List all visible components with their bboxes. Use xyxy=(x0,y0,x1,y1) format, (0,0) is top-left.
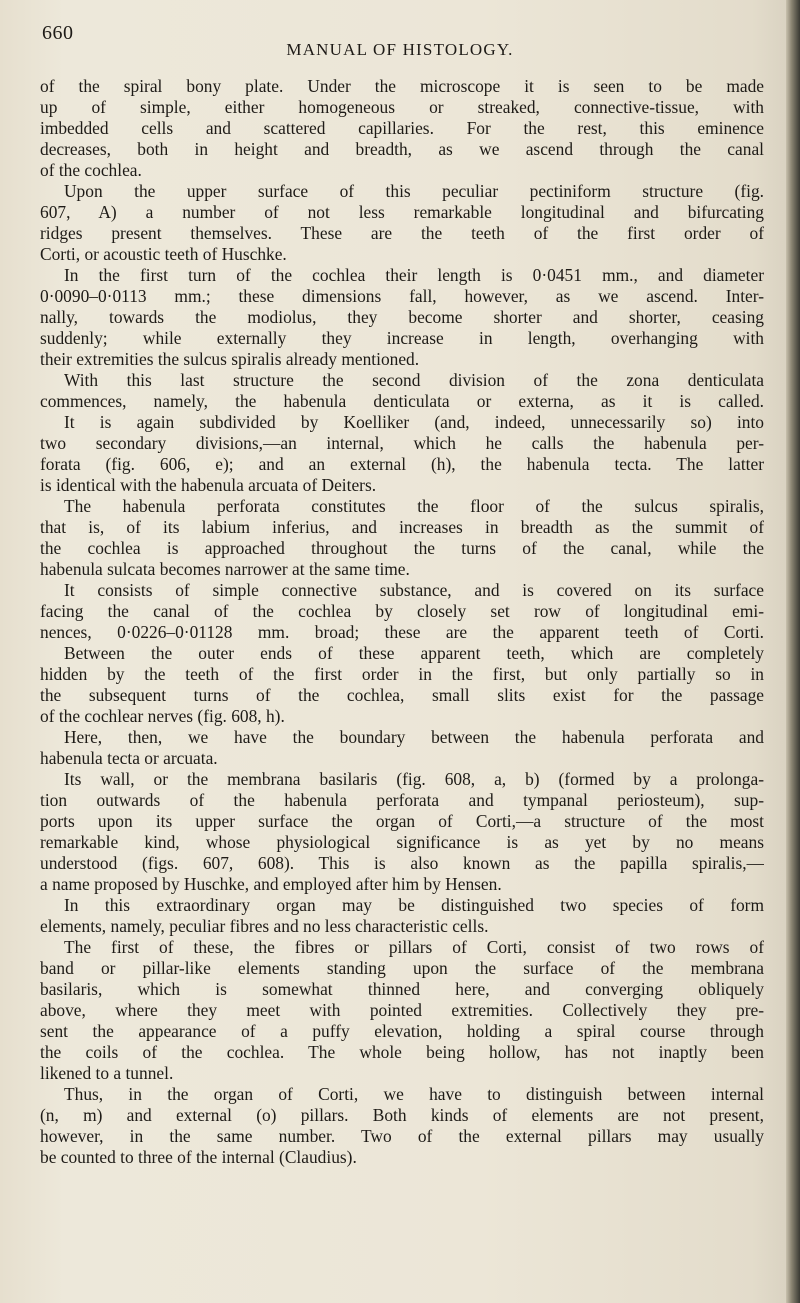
text-line: of the spiral bony plate. Under the microscope it is seen to be made xyxy=(40,76,764,96)
text-line: facing the canal of the cochlea by closely set row of longitudinal emi- xyxy=(40,601,764,621)
text-line: Thus, in the organ of Corti, we have to distinguish between internal xyxy=(64,1084,764,1104)
running-head: MANUAL OF HISTOLOGY. xyxy=(286,40,514,59)
text-line: however, in the same number. Two of the external pillars may usually xyxy=(40,1126,764,1146)
text-line: 0·0090–0·0113 mm.; these dimensions fall, however, as we ascend. Inter- xyxy=(40,286,764,306)
text-line: the coils of the cochlea. The whole being hollow, has not inaptly been xyxy=(40,1042,764,1062)
text-line: ports upon its upper surface the organ of Corti,—a structure of the most xyxy=(40,811,764,831)
text-line: a name proposed by Huschke, and employed after him by Hensen. xyxy=(40,874,502,894)
text-line: be counted to three of the internal (Claudius). xyxy=(40,1147,357,1167)
text-line: It is again subdivided by Koelliker (and, indeed, unnecessarily so) into xyxy=(64,412,764,432)
text-line: above, where they meet with pointed extremities. Collectively they pre- xyxy=(40,1000,764,1020)
text-line: hidden by the teeth of the first order in the first, but only partially so in xyxy=(40,664,764,684)
text-line: 607, A) a number of not less remarkable longitudinal and bifurcating xyxy=(40,202,764,222)
text-line: understood (figs. 607, 608). This is also known as the papilla spiralis,— xyxy=(40,853,764,873)
text-line: habenula tecta or arcuata. xyxy=(40,748,218,768)
body-text xyxy=(40,76,764,1168)
text-line: Upon the upper surface of this peculiar pectiniform structure (fig. xyxy=(64,181,764,201)
text-line: decreases, both in height and breadth, as we ascend through the canal xyxy=(40,139,764,159)
text-line: of the cochlear nerves (fig. 608, h). xyxy=(40,706,285,726)
text-line: nally, towards the modiolus, they become shorter and shorter, ceasing xyxy=(40,307,764,327)
text-line: Between the outer ends of these apparent teeth, which are completely xyxy=(64,643,764,663)
text-line: basilaris, which is somewhat thinned here, and converging obliquely xyxy=(40,979,764,999)
text-line: Corti, or acoustic teeth of Huschke. xyxy=(40,244,287,264)
text-line: The first of these, the fibres or pillars of Corti, consist of two rows of xyxy=(64,937,764,957)
text-line: Here, then, we have the boundary between the habenula perforata and xyxy=(64,727,764,747)
text-line: ridges present themselves. These are the teeth of the first order of xyxy=(40,223,764,243)
text-line: likened to a tunnel. xyxy=(40,1063,174,1083)
text-line: commences, namely, the habenula denticulata or externa, as it is called. xyxy=(40,391,764,411)
text-line: imbedded cells and scattered capillaries. For the rest, this eminence xyxy=(40,118,764,138)
text-line: up of simple, either homogeneous or streaked, connective-tissue, with xyxy=(40,97,764,117)
text-line: is identical with the habenula arcuata of Deiters. xyxy=(40,475,377,495)
text-line: the cochlea is approached throughout the turns of the canal, while the xyxy=(40,538,764,558)
text-line: Its wall, or the membrana basilaris (fig. 608, a, b) (formed by a prolonga- xyxy=(64,769,764,789)
text-line: of the cochlea. xyxy=(40,160,142,180)
text-line: the subsequent turns of the cochlea, small slits exist for the passage xyxy=(40,685,764,705)
text-line: remarkable kind, whose physiological significance is as yet by no means xyxy=(40,832,764,852)
text-line: nences, 0·0226–0·01128 mm. broad; these are the apparent teeth of Corti. xyxy=(40,622,764,642)
text-line: The habenula perforata constitutes the floor of the sulcus spiralis, xyxy=(64,496,764,516)
text-line: (n, m) and external (o) pillars. Both kinds of elements are not present, xyxy=(40,1105,764,1125)
text-line: their extremities the sulcus spiralis already mentioned. xyxy=(40,349,420,369)
text-line: forata (fig. 606, e); and an external (h), the habenula tecta. The latter xyxy=(40,454,764,474)
text-line: band or pillar-like elements standing upon the surface of the membrana xyxy=(40,958,764,978)
text-line: In this extraordinary organ may be distinguished two species of form xyxy=(64,895,764,915)
text-line: sent the appearance of a puffy elevation, holding a spiral course through xyxy=(40,1021,764,1041)
page-edge-shadow xyxy=(786,0,800,1303)
text-line: tion outwards of the habenula perforata and tympanal periosteum), sup- xyxy=(40,790,764,810)
text-line: In the first turn of the cochlea their length is 0·0451 mm., and diameter xyxy=(64,265,764,285)
text-line: that is, of its labium inferius, and increases in breadth as the summit of xyxy=(40,517,764,537)
text-line: habenula sulcata becomes narrower at the same time. xyxy=(40,559,410,579)
page-number: 660 xyxy=(42,22,74,44)
text-line: suddenly; while externally they increase in length, overhanging with xyxy=(40,328,764,348)
text-line: two secondary divisions,—an internal, which he calls the habenula per- xyxy=(40,433,764,453)
text-line: It consists of simple connective substance, and is covered on its surface xyxy=(64,580,764,600)
text-line: elements, namely, peculiar fibres and no less characteristic cells. xyxy=(40,916,489,936)
text-line: With this last structure the second division of the zona denticulata xyxy=(64,370,764,390)
